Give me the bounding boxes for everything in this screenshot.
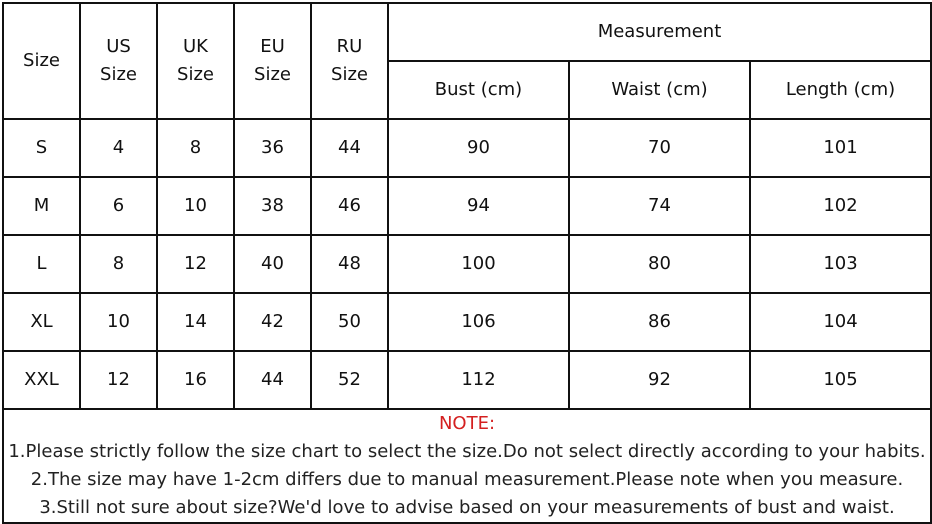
cell-us: 6 <box>80 177 157 235</box>
header-uk-label: UK <box>183 36 208 57</box>
cell-eu: 44 <box>234 351 311 409</box>
note-line: 3.Still not sure about size?We'd love to advise based on your measurements of bust and waist. <box>39 497 895 518</box>
cell-size: S <box>3 119 80 177</box>
cell-waist: 86 <box>569 293 750 351</box>
cell-ru: 52 <box>311 351 388 409</box>
cell-eu: 40 <box>234 235 311 293</box>
cell-uk: 10 <box>157 177 234 235</box>
header-eu-size <box>234 3 311 119</box>
cell-eu: 42 <box>234 293 311 351</box>
cell-uk: 16 <box>157 351 234 409</box>
header-bust: Bust (cm) <box>388 61 569 119</box>
note-row <box>3 409 931 523</box>
cell-ru: 50 <box>311 293 388 351</box>
table-row <box>3 235 931 293</box>
cell-uk: 14 <box>157 293 234 351</box>
cell-uk: 8 <box>157 119 234 177</box>
header-us-size-label: Size <box>100 64 137 85</box>
header-eu-label: EU <box>260 36 285 57</box>
cell-ru: 48 <box>311 235 388 293</box>
cell-length: 103 <box>750 235 931 293</box>
cell-waist: 80 <box>569 235 750 293</box>
cell-size: M <box>3 177 80 235</box>
cell-waist: 70 <box>569 119 750 177</box>
cell-size: XL <box>3 293 80 351</box>
size-chart-table <box>2 2 932 524</box>
note-title: NOTE: <box>438 413 496 434</box>
cell-us: 10 <box>80 293 157 351</box>
cell-length: 101 <box>750 119 931 177</box>
header-measurement: Measurement <box>388 3 931 61</box>
cell-uk: 12 <box>157 235 234 293</box>
header-row-top <box>3 3 931 61</box>
header-ru-size-label: Size <box>331 64 368 85</box>
cell-size: XXL <box>3 351 80 409</box>
cell-eu: 36 <box>234 119 311 177</box>
cell-bust: 94 <box>388 177 569 235</box>
cell-ru: 46 <box>311 177 388 235</box>
note-box <box>3 409 931 523</box>
header-us-size <box>80 3 157 119</box>
cell-length: 102 <box>750 177 931 235</box>
header-eu-size-label: Size <box>254 64 291 85</box>
cell-eu: 38 <box>234 177 311 235</box>
cell-bust: 106 <box>388 293 569 351</box>
header-uk-size <box>157 3 234 119</box>
header-ru-label: RU <box>336 36 363 57</box>
cell-bust: 112 <box>388 351 569 409</box>
cell-ru: 44 <box>311 119 388 177</box>
note-line: 1.Please strictly follow the size chart to select the size.Do not select directly according to your habits. <box>8 441 926 462</box>
cell-length: 104 <box>750 293 931 351</box>
cell-us: 8 <box>80 235 157 293</box>
cell-waist: 74 <box>569 177 750 235</box>
cell-size: L <box>3 235 80 293</box>
cell-bust: 90 <box>388 119 569 177</box>
header-size: Size <box>3 3 80 119</box>
cell-us: 12 <box>80 351 157 409</box>
cell-bust: 100 <box>388 235 569 293</box>
table-row <box>3 351 931 409</box>
header-ru-size <box>311 3 388 119</box>
cell-us: 4 <box>80 119 157 177</box>
header-waist: Waist (cm) <box>569 61 750 119</box>
table-row <box>3 119 931 177</box>
table-row <box>3 177 931 235</box>
header-us-label: US <box>106 36 131 57</box>
cell-waist: 92 <box>569 351 750 409</box>
header-length: Length (cm) <box>750 61 931 119</box>
table-row <box>3 293 931 351</box>
note-line: 2.The size may have 1-2cm differs due to manual measurement.Please note when you measure. <box>30 469 904 490</box>
cell-length: 105 <box>750 351 931 409</box>
header-uk-size-label: Size <box>177 64 214 85</box>
